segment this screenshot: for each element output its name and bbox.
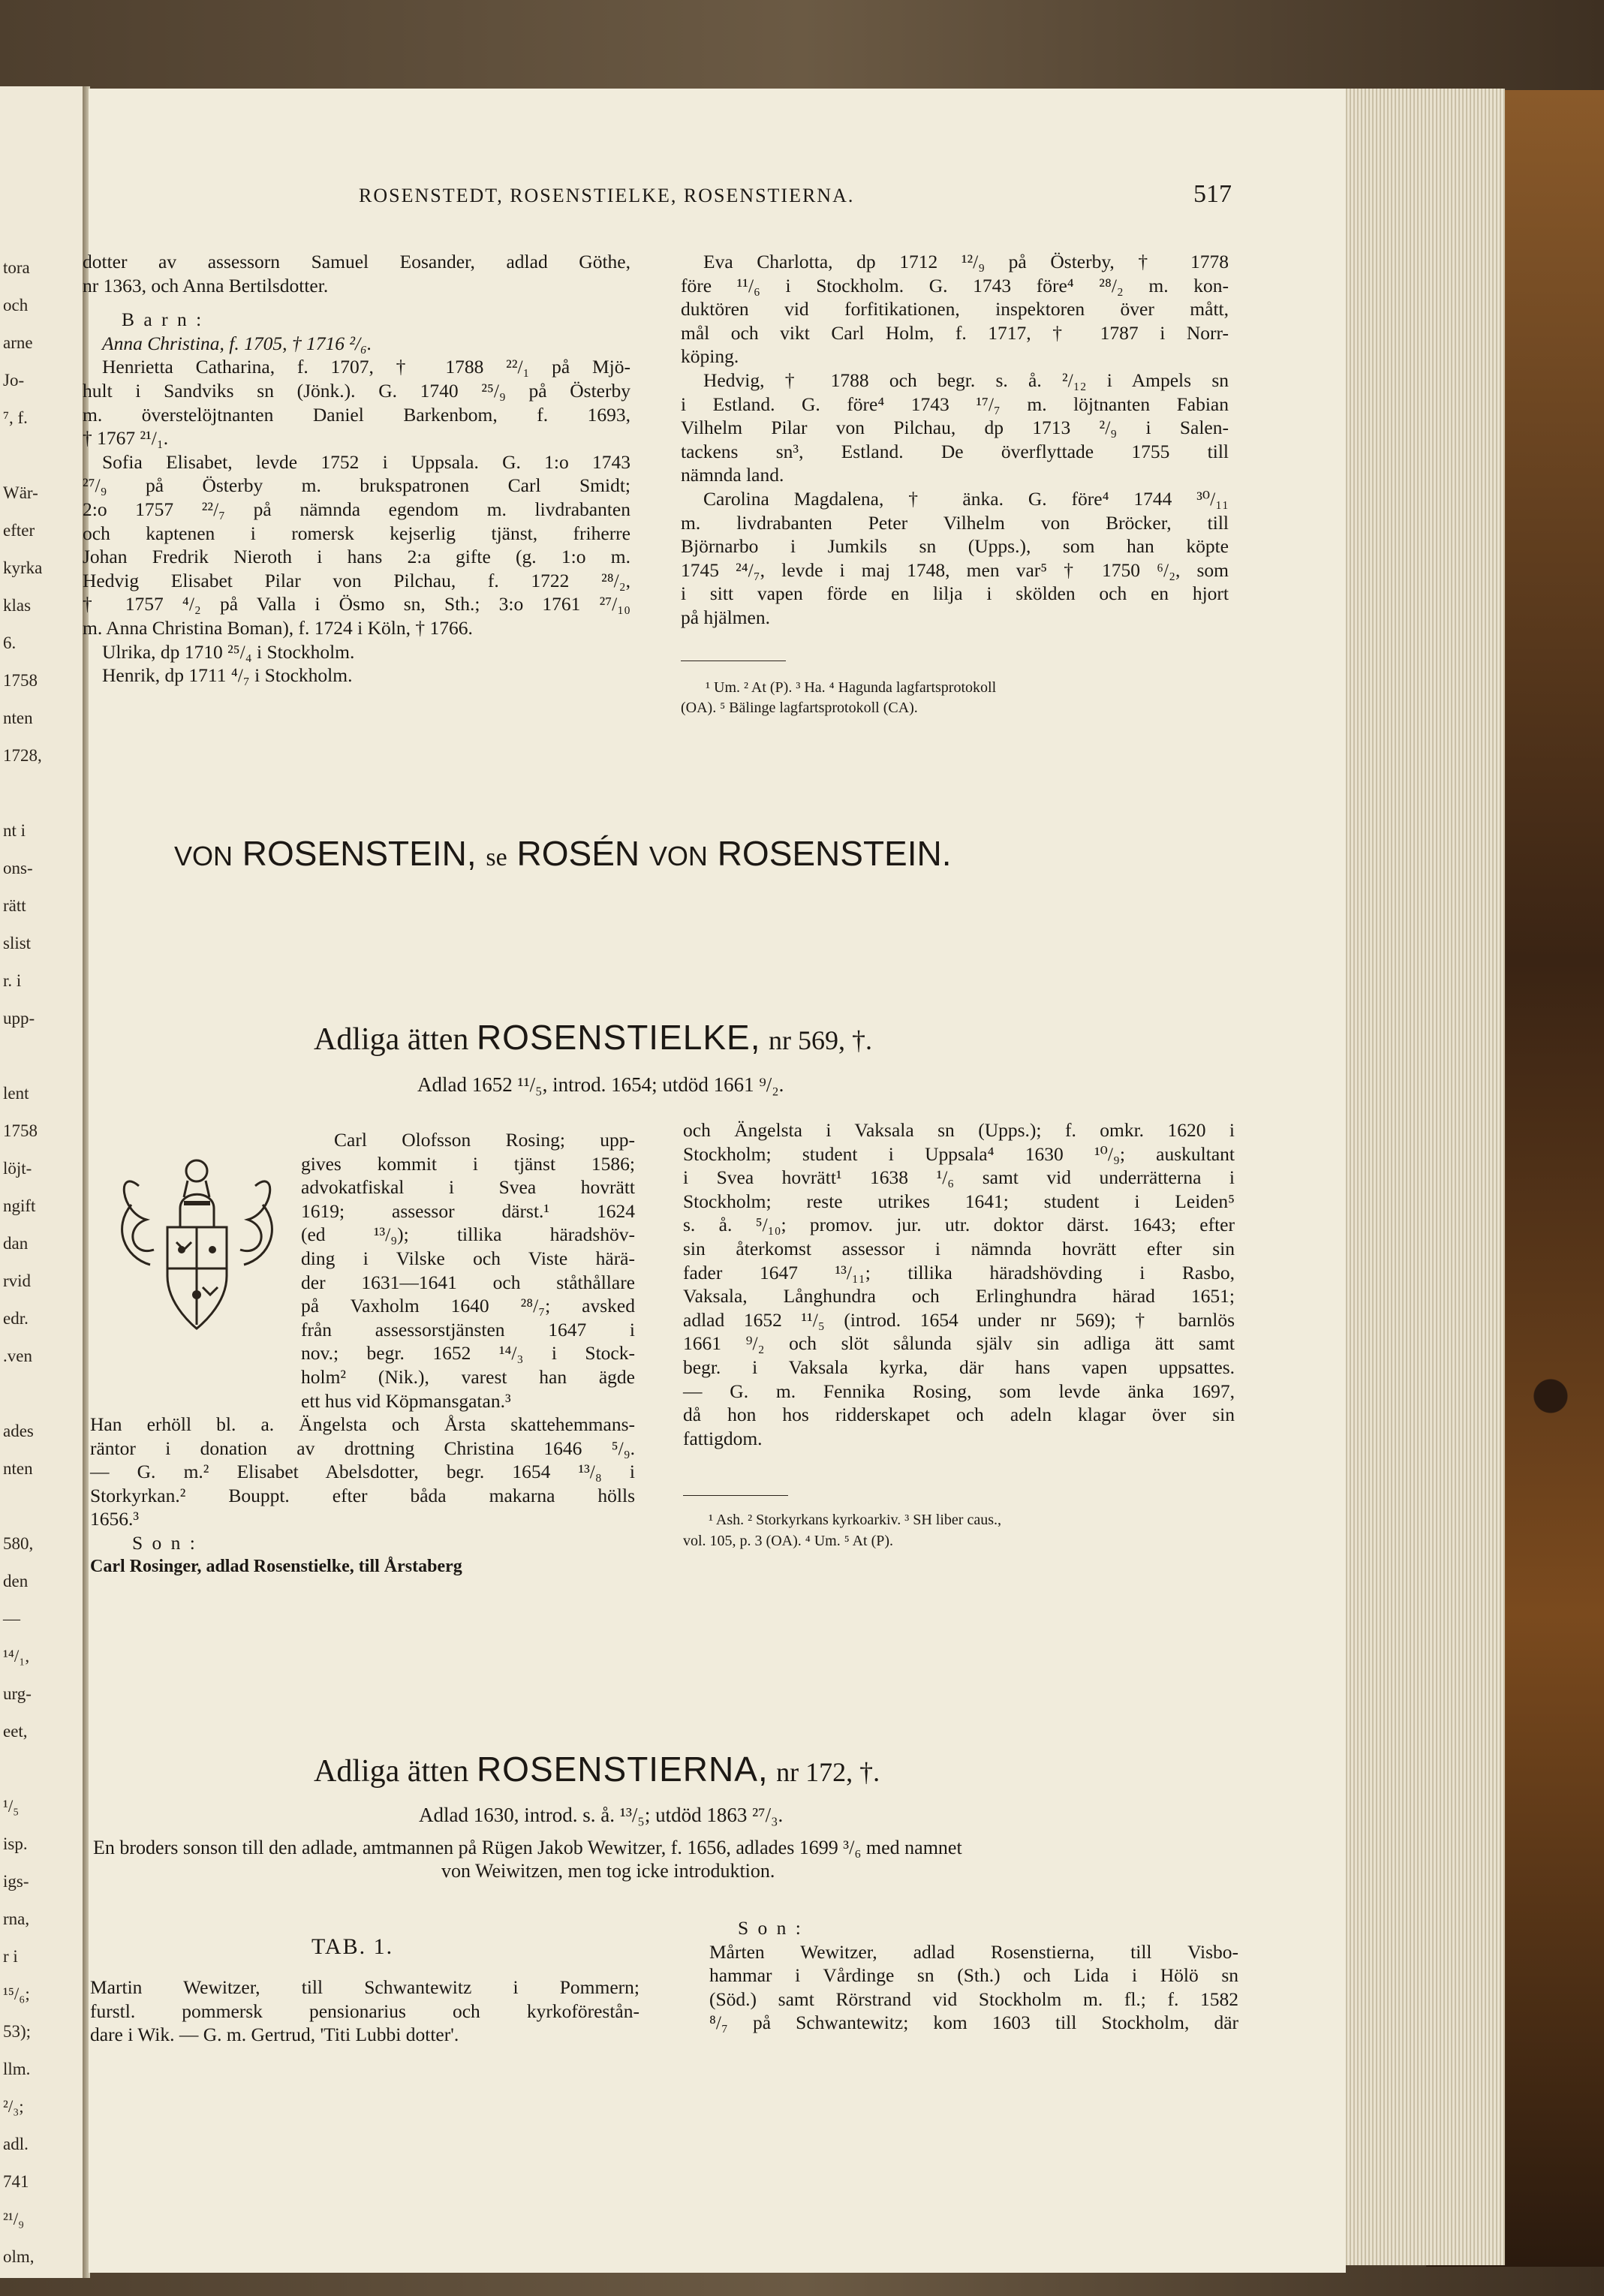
- left-page-text-fragment: 1728,: [3, 746, 42, 765]
- left-page-text-fragment: nten: [3, 1459, 33, 1478]
- text-line: m. livdrabanten Peter Vilhelm von Bröcker, till: [681, 511, 1229, 534]
- left-page-text-fragment: adl.: [3, 2135, 29, 2153]
- text-line: Eva Charlotta, dp 1712 ¹²/₉ på Österby, † 1778: [703, 251, 1229, 272]
- left-page-text-fragment: olm,: [3, 2247, 35, 2266]
- footnote-line: ¹ Um. ² At (P). ³ Ha. ⁴ Hagunda lagfartsprotokoll: [706, 679, 997, 696]
- footnote-rule: [683, 1495, 788, 1496]
- text-line: Ulrika, dp 1710 ²⁵/₄ i Stockholm.: [102, 640, 355, 663]
- text-line: duktören vid forfitikationen, inspektoren över mått,: [681, 298, 1229, 320]
- footnote-line: (OA). ⁵ Bälinge lagfartsprotokoll (CA).: [681, 700, 918, 716]
- cross-ref-von2: VON: [649, 841, 708, 871]
- cross-ref-von: VON: [174, 841, 233, 871]
- page-edges: [1344, 89, 1505, 2265]
- rosenstielke-left-wide: [90, 1413, 635, 1578]
- text-line: Anna Christina, f. 1705, † 1716 ²/₆.: [102, 332, 372, 354]
- left-page-text-fragment: tora: [3, 258, 30, 277]
- text-line: i Svea hovrätt¹ 1638 ¹/₆ samt vid underrätterna i: [683, 1166, 1235, 1189]
- left-page-text-fragment: rna,: [3, 1909, 30, 1928]
- cross-ref-target: ROSÉN: [516, 834, 640, 873]
- left-page-text-fragment: lent: [3, 1084, 29, 1103]
- text-line: 1619; assessor därst.¹ 1624: [301, 1199, 635, 1222]
- cross-ref-se: se: [486, 844, 507, 871]
- family-heading-rosenstierna: [314, 1749, 880, 1789]
- text-line: dare i Wik. — G. m. Gertrud, 'Titi Lubbi dotter'.: [90, 2024, 459, 2046]
- text-line: Björnarbo i Jumkils sn (Upps.), som han köpte: [681, 535, 1229, 558]
- text-line: hult i Sandviks sn (Jönk.). G. 1740 ²⁵/₉ på Österby: [83, 379, 630, 402]
- text-line: † 1767 ²¹/₁.: [83, 427, 169, 450]
- text-line: holm² (Nik.), varest han ägde: [301, 1365, 635, 1388]
- text-line: 1661 ⁹/₂ och slöt sålunda själv sin adliga ätt samt: [683, 1332, 1235, 1355]
- left-page-text-fragment: ons-: [3, 859, 33, 877]
- text-line: Henrik, dp 1711 ⁴/₇ i Stockholm.: [102, 664, 353, 687]
- text-line: Martin Wewitzer, till Schwantewitz i Pommern;: [90, 1976, 639, 1998]
- text-line: mål och vikt Carl Holm, f. 1717, † 1787 i Norr-: [681, 321, 1229, 344]
- text-line: — G. m. Fennika Rosing, som levde änka 1697,: [683, 1380, 1235, 1402]
- text-line: begr. i Vaksala kyrka, där hans vapen uppsattes.: [683, 1356, 1235, 1378]
- text-line: 1656.³: [90, 1508, 140, 1530]
- text-line: fattigdom.: [683, 1427, 763, 1449]
- left-page-text-fragment: den: [3, 1572, 29, 1590]
- left-page-text-fragment: 1758: [3, 671, 38, 690]
- text-line: Stockholm; reste utrikes 1641; student i Leiden⁵: [683, 1190, 1235, 1212]
- heading-prefix: Adliga ätten: [314, 1022, 469, 1057]
- text-line: och kaptenen i romersk kejserlig tjänst, friherre: [83, 522, 630, 544]
- text-line: Mårten Wewitzer, adlad Rosenstierna, till Visbo-: [709, 1940, 1238, 1963]
- rosenstielke-left-narrow: [301, 1128, 635, 1413]
- text-line: ⁸/₇ på Schwantewitz; kom 1603 till Stockholm, där: [709, 2012, 1238, 2034]
- left-page-text-fragment: 741: [3, 2172, 29, 2191]
- intro-line: von Weiwitzen, men tog icke introduktion.: [441, 1860, 775, 1882]
- left-page-text-fragment: r i: [3, 1947, 18, 1966]
- left-page-text-fragment: och: [3, 296, 29, 314]
- text-line: (Söd.) samt Rörstrand vid Stockholm m. fl.; f. 1582: [709, 1988, 1238, 2010]
- text-line: Sofia Elisabet, levde 1752 i Uppsala. G. 1:o 1743: [102, 450, 630, 473]
- left-page-text-fragment: dan: [3, 1234, 29, 1253]
- text-line: tackens sn³, Estland. De överflyttade 1755 till: [681, 440, 1229, 462]
- left-page-text-fragment: Jo-: [3, 371, 25, 390]
- text-line: hammar i Vårdinge sn (Sth.) och Lida i Hölö sn: [709, 1964, 1238, 1987]
- text-line: (ed ¹³/₉); tillika häradshöv-: [301, 1223, 635, 1246]
- text-line: Henrietta Catharina, f. 1707, † 1788 ²²/₁ på Mjö-: [102, 356, 630, 378]
- text-line: fader 1647 ¹³/₁₁; tillika häradshövding i Rasbo,: [683, 1261, 1235, 1283]
- left-page-text-fragment: edr.: [3, 1309, 29, 1328]
- left-page-text-fragment: isp.: [3, 1834, 28, 1853]
- table-label: TAB. 1.: [311, 1934, 394, 1959]
- text-line: ²⁷/₉ på Österby m. brukspatronen Carl Smidt;: [83, 474, 630, 497]
- rosenstielke-right: [683, 1118, 1235, 1450]
- left-page-text-fragment: löjt-: [3, 1159, 32, 1178]
- left-page-text-fragment: 580,: [3, 1534, 34, 1553]
- left-page-text-fragment: arne: [3, 333, 33, 352]
- text-line: sin återkomst assessor i nämnda hovrätt efter sin: [683, 1237, 1235, 1259]
- left-page-text-fragment: upp-: [3, 1009, 35, 1028]
- text-line: Johan Fredrik Nieroth i hans 2:a gifte (g. 1:o m.: [83, 546, 630, 568]
- left-page-text-fragment: slist: [3, 934, 32, 952]
- tab-right-column: [709, 1916, 1238, 2035]
- text-line: † 1757 ⁴/₂ på Valla i Ösmo sn, Sth.; 3:o 1761 ²⁷/₁₀: [83, 593, 630, 615]
- heading-name: ROSENSTIELKE,: [476, 1018, 761, 1057]
- left-page-text-fragment: ades: [3, 1422, 34, 1440]
- right-column-top: [681, 250, 1229, 630]
- text-line: i Estland. G. före⁴ 1743 ¹⁷/₇ m. löjtnanten Fabian: [681, 393, 1229, 415]
- text-line: Vaksala, Långhundra och Erlinghundra härad 1651;: [683, 1285, 1235, 1307]
- section-label: S o n :: [738, 1917, 803, 1939]
- footnote-line: vol. 105, p. 3 (OA). ⁴ Um. ⁵ At (P).: [683, 1533, 894, 1549]
- text-line: nov.; begr. 1652 ¹⁴/₃ i Stock-: [301, 1342, 635, 1365]
- text-line: och Ängelsta i Vaksala sn (Upps.); f. omkr. 1620 i: [683, 1119, 1235, 1141]
- coat-of-arms-image: [109, 1145, 285, 1344]
- text-line: Han erhöll bl. a. Ängelsta och Årsta skattehemmans-: [90, 1413, 635, 1435]
- left-page-text-fragment: ²¹/₉: [3, 2210, 25, 2228]
- text-line: Storkyrkan.² Bouppt. efter båda makarna hölls: [90, 1484, 635, 1506]
- left-page-text-fragment: 1758: [3, 1121, 38, 1140]
- text-line: nämnda land.: [681, 464, 784, 486]
- text-line: köping.: [681, 345, 739, 368]
- left-page-text-fragment: ²/₃;: [3, 2097, 24, 2116]
- left-page-text-fragment: ngift: [3, 1196, 36, 1215]
- left-page-text-fragment: efter: [3, 521, 35, 540]
- heading-subtitle: Adlad 1630, introd. s. å. ¹³/₅; utdöd 1863 ²⁷/₃.: [419, 1804, 784, 1826]
- text-line: advokatfiskal i Svea hovrätt: [301, 1176, 635, 1199]
- text-line: Carl Rosinger, adlad Rosenstielke, till Årstaberg: [90, 1556, 462, 1576]
- heading-prefix: Adliga ätten: [314, 1754, 469, 1789]
- left-column-top: [83, 250, 630, 688]
- footnote-line: ¹ Ash. ² Storkyrkans kyrkoarkiv. ³ SH liber caus.,: [709, 1512, 1001, 1528]
- left-page-text-fragment: klas: [3, 596, 32, 615]
- text-line: furstl. pommersk pensionarius och kyrkoförestån-: [90, 2000, 639, 2022]
- cross-ref-target2: ROSENSTEIN.: [717, 834, 952, 873]
- cross-ref-name: ROSENSTEIN,: [242, 834, 477, 873]
- heading-suffix: nr 172, †.: [776, 1757, 880, 1787]
- text-line: m. Anna Christina Boman), f. 1724 i Köln, † 1766.: [83, 616, 473, 639]
- left-page-text-fragment: 6.: [3, 633, 17, 652]
- heading-name: ROSENSTIERNA,: [476, 1750, 769, 1789]
- section-label: S o n :: [132, 1531, 197, 1554]
- left-page-text-fragment: eet,: [3, 1722, 28, 1741]
- text-line: ett hus vid Köpmansgatan.³: [301, 1389, 511, 1412]
- text-line: räntor i donation av drottning Christina 1646 ⁵/₉.: [90, 1437, 635, 1459]
- text-line: dotter av assessorn Samuel Eosander, adlad Göthe,: [83, 251, 630, 272]
- running-head: ROSENSTEDT, ROSENSTIELKE, ROSENSTIERNA.: [359, 185, 855, 206]
- left-page-fragment: [0, 86, 83, 2278]
- left-page-text-fragment: urg-: [3, 1684, 32, 1703]
- text-line: 1745 ²⁴/₇, levde i maj 1748, men var⁵ † 1750 ⁶/₂, som: [681, 558, 1229, 581]
- section-label: B a r n :: [122, 308, 204, 331]
- left-page-text-fragment: nten: [3, 709, 33, 727]
- text-line: Hedvig, † 1788 och begr. s. å. ²/₁₂ i Ampels sn: [703, 369, 1229, 391]
- text-line: på hjälmen.: [681, 606, 770, 628]
- text-line: 2:o 1757 ²²/₇ på nämnda egendom m. livdrabanten: [83, 498, 630, 520]
- left-page-text-fragment: ⁷, f.: [3, 408, 28, 427]
- left-page-text-fragment: ¹⁴/₁,: [3, 1647, 30, 1666]
- text-line: adlad 1652 ¹¹/₅ (introd. 1654 under nr 569); † barnlös: [683, 1308, 1235, 1331]
- page-number: 517: [1193, 180, 1232, 208]
- text-line: då hon hos ridderskapet och adeln klagar över sin: [683, 1404, 1235, 1426]
- text-line: Stockholm; student i Uppsala⁴ 1630 ¹⁰/₉; auskultant: [683, 1142, 1235, 1165]
- text-line: nr 1363, och Anna Bertilsdotter.: [83, 274, 329, 296]
- family-heading-rosenstielke: [314, 1017, 872, 1058]
- text-line: före ¹¹/₆ i Stockholm. G. 1743 före⁴ ²⁸/₂ m. kon-: [681, 274, 1229, 296]
- left-page-text-fragment: igs-: [3, 1872, 29, 1891]
- left-page-text-fragment: kyrka: [3, 558, 43, 577]
- text-line: i sitt vapen förde en lilja i skölden och en hjort: [681, 582, 1229, 605]
- heading-subtitle: Adlad 1652 ¹¹/₅, introd. 1654; utdöd 1661 ⁹/₂.: [417, 1073, 784, 1096]
- text-line: från assessorstjänsten 1647 i: [301, 1318, 635, 1341]
- left-page-text-fragment: llm.: [3, 2060, 31, 2078]
- text-line: m. överstelöjtnanten Daniel Barkenbom, f. 1693,: [83, 403, 630, 426]
- text-line: ding i Vilske och Viste härä-: [301, 1247, 635, 1269]
- left-page-text-fragment: Wär-: [3, 483, 38, 502]
- text-line: — G. m.² Elisabet Abelsdotter, begr. 1654 ¹³/₈ i: [90, 1461, 635, 1483]
- left-page-text-fragment: 53);: [3, 2022, 32, 2041]
- cross-reference-heading: [174, 833, 952, 874]
- left-page-text-fragment: nt i: [3, 821, 26, 840]
- text-line: Carl Olofsson Rosing; upp-: [334, 1129, 635, 1151]
- intro-line: En broders sonson till den adlade, amtmannen på Rügen Jakob Wewitzer, f. 1656, adlades 1699 ³/₆ med namnet: [93, 1837, 962, 1858]
- left-page-text-fragment: .ven: [3, 1347, 32, 1365]
- text-line: gives kommit i tjänst 1586;: [301, 1152, 635, 1175]
- left-page-text-fragment: rvid: [3, 1271, 32, 1290]
- left-page-text-fragment: rätt: [3, 896, 26, 915]
- tab-left-column: [90, 1976, 639, 2047]
- text-line: s. å. ⁵/₁₀; promov. jur. utr. doktor därst. 1643; efter: [683, 1214, 1235, 1236]
- heading-suffix: nr 569, †.: [769, 1025, 872, 1055]
- left-page-text-fragment: ¹⁵/₆;: [3, 1985, 30, 2003]
- text-line: Carolina Magdalena, † änka. G. före⁴ 1744 ³⁰/₁₁: [703, 487, 1229, 510]
- text-line: Hedvig Elisabet Pilar von Pilchau, f. 1722 ²⁸/₂,: [83, 569, 630, 591]
- left-page-text-fragment: r. i: [3, 971, 22, 990]
- left-page-text-fragment: —: [3, 1609, 20, 1628]
- text-line: på Vaxholm 1640 ²⁸/₇; avsked: [301, 1295, 635, 1317]
- text-line: der 1631—1641 och ståthållare: [301, 1271, 635, 1293]
- text-line: Vilhelm Pilar von Pilchau, dp 1713 ²/₉ i Salen-: [681, 417, 1229, 439]
- left-page-text-fragment: ¹/₅: [3, 1797, 20, 1816]
